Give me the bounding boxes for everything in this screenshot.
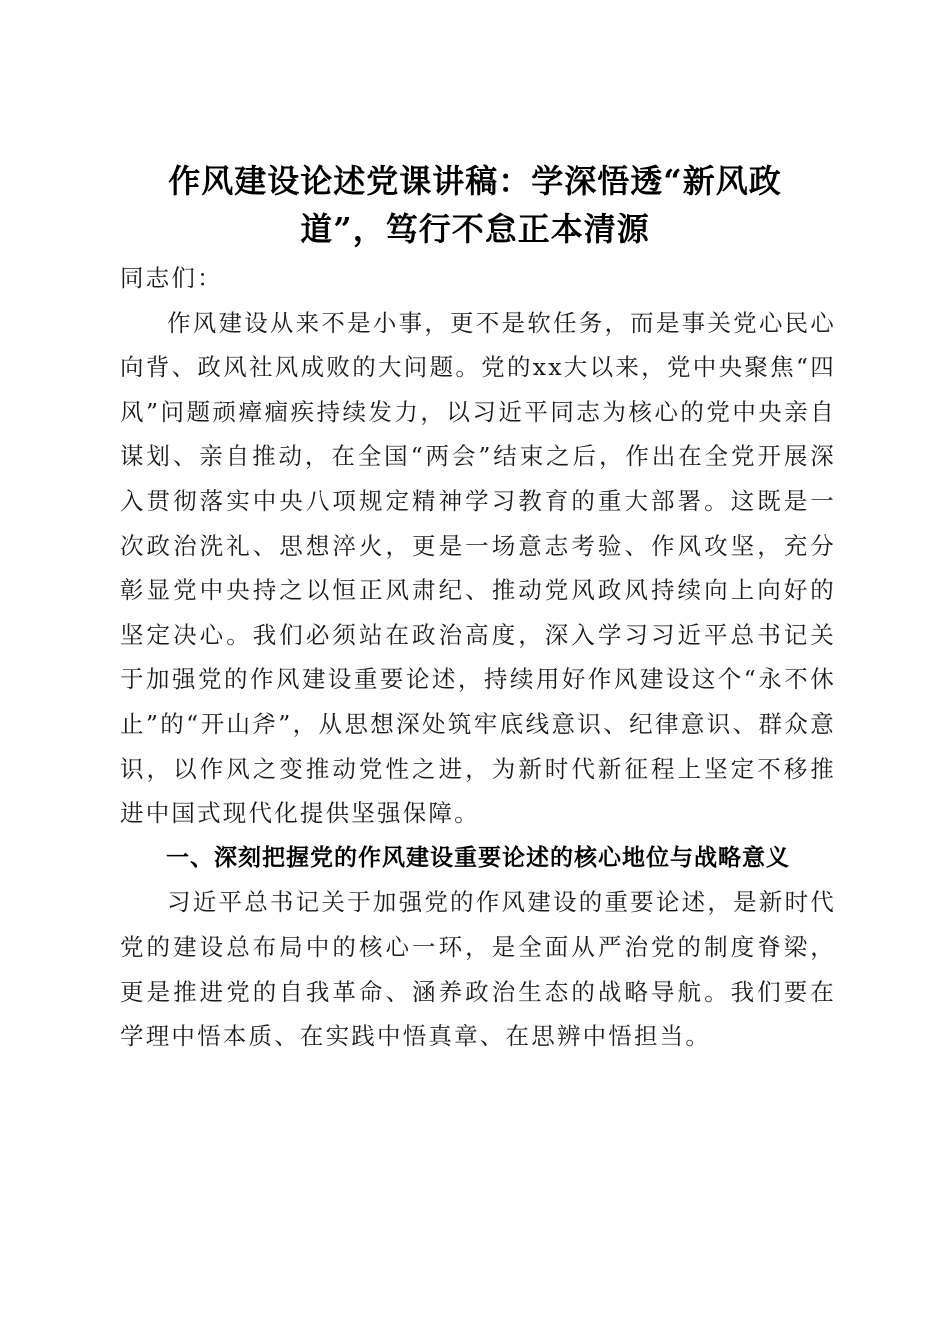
section-heading: 一、深刻把握党的作风建设重要论述的核心地位与战略意义: [166, 844, 790, 871]
document-title: [100, 157, 850, 253]
section-paragraph: 习近平总书记关于加强党的作风建设的重要论述，是新时代党的建设总布局中的核心一环，是全面从严治党的制度脊梁，更是推进党的自我革命、涵养政治生态的战略导航。我们要在学理中悟本质、在实践中悟真章、在思辨中悟担当。: [120, 888, 836, 1051]
title-line-1: 作风建设论述党课讲稿：学深悟透“新风政: [168, 162, 782, 201]
title-line-2: 道”，笃行不怠正本清源: [300, 210, 650, 249]
salutation: 同志们：: [120, 264, 223, 292]
document-body: [120, 256, 836, 1059]
intro-paragraph: 作风建设从来不是小事，更不是软任务，而是事关党心民心向背、政风社风成败的大问题。党的xx大以来，党中央聚焦“四风”问题顽瘴痼疾持续发力，以习近平同志为核心的党中央亲自谋划、亲自推动，在全国“两会”结束之后，作出在全党开展深入贯彻落实中央八项规定精神学习教育的重大部署。这既是一次政治洗礼、思想淬火，更是一场意志考验、作风攻坚，充分彰显党中央持之以恒正风肃纪、推动党风政风持续向上向好的坚定决心。我们必须站在政治高度，深入学习习近平总书记关于加强党的作风建设重要论述，持续用好作风建设这个“永不休止”的“开山斧”，从思想深处筑牢底线意识、纪律意识、群众意识，以作风之变推动党性之进，为新时代新征程上坚定不移推进中国式现代化提供坚强保障。: [120, 308, 836, 828]
